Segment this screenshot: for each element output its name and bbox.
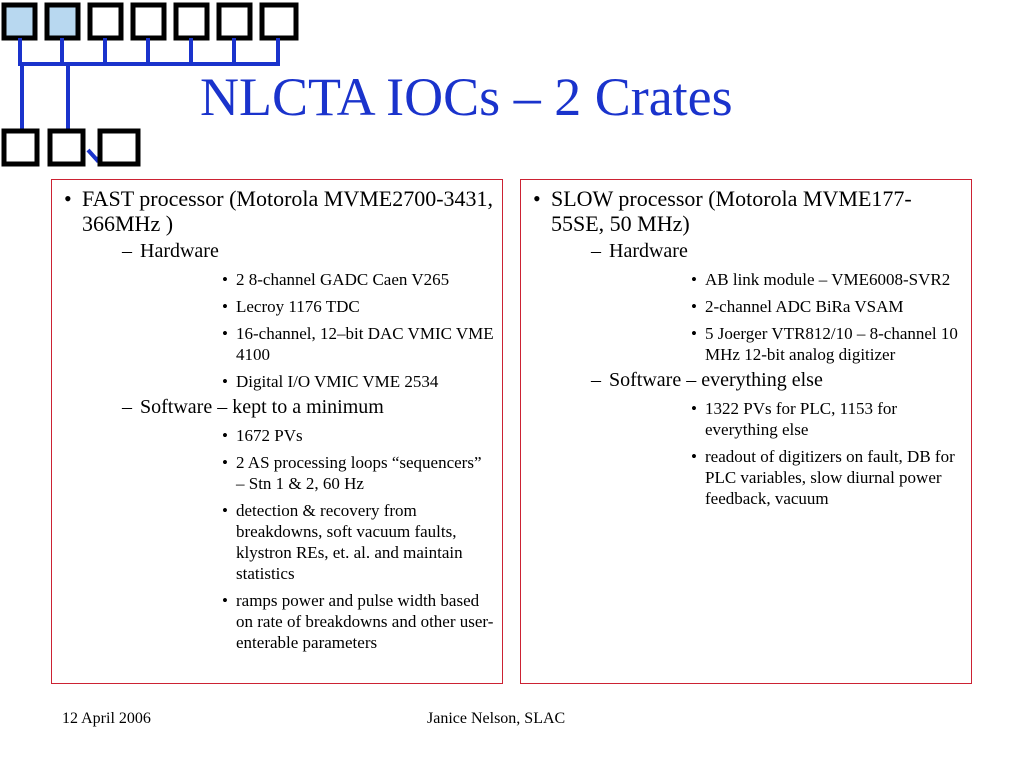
list-item: • AB link module – VME6008-SVR2 [609, 269, 963, 290]
list-item: • ramps power and pulse width based on rate of breakdowns and other user-enterable parameters [140, 590, 494, 653]
slow-processor-panel [520, 179, 972, 684]
fast-hardware-heading: – Hardware • 2 8-channel GADC Caen V265 • Lecroy 1176 TDC • 16-channel, 12–bit DAC VMIC VME 4100 • Digital I/O VMIC VME 2534 [82, 240, 494, 392]
slow-software-heading: – Software – everything else • 1322 PVs for PLC, 1153 for everything else • readout of digitizers on fault, DB for PLC variables, slow diurnal power feedback, vacuum [551, 369, 963, 509]
list-item: • detection & recovery from breakdowns, soft vacuum faults, klystron REs, et. al. and maintain statistics [140, 500, 494, 584]
footer-date: 12 April 2006 [62, 710, 151, 727]
list-item: • Digital I/O VMIC VME 2534 [140, 371, 494, 392]
fast-software-heading: – Software – kept to a minimum • 1672 PVs • 2 AS processing loops “sequencers” – Stn 1 & 2, 60 Hz • detection & recovery from breakdowns, soft vacuum faults, klystron REs, et. al. and maintain statistics • ramps power and pulse width based on rate of breakdowns and other user-enterable parameters [82, 396, 494, 653]
list-item: • Lecroy 1176 TDC [140, 296, 494, 317]
list-item: • 2 AS processing loops “sequencers” – Stn 1 & 2, 60 Hz [140, 452, 494, 494]
fast-processor-item: • FAST processor (Motorola MVME2700-3431, 366MHz ) – Hardware • 2 8-channel GADC Caen V265 • Lecroy 1176 TDC • 16-channel, 12–bit DAC VMIC VME 4100 • Digital I/O VMIC VME 2534 – Software – kept to a minimum • 1672 PVs • 2 AS processing loops “sequencers” – Stn 1 & 2, 60 Hz • detection & recovery from breakdowns, soft vacuum faults, klystron REs, et. al. and maintain statistics • ramps power and pulse width based on rate of breakdowns and other user-enterable parameters [62, 186, 494, 653]
list-item: • 16-channel, 12–bit DAC VMIC VME 4100 [140, 323, 494, 365]
slow-processor-item: • SLOW processor (Motorola MVME177-55SE, 50 MHz) – Hardware • AB link module – VME6008-SVR2 • 2-channel ADC BiRa VSAM • 5 Joerger VTR812/10 – 8-channel 10 MHz 12-bit analog digitizer – Software – everything else • 1322 PVs for PLC, 1153 for everything else • readout of digitizers on fault, DB for PLC variables, slow diurnal power feedback, vacuum [531, 186, 963, 509]
fast-processor-panel [51, 179, 503, 684]
list-item: • readout of digitizers on fault, DB for PLC variables, slow diurnal power feedback, vacuum [609, 446, 963, 509]
list-item: • 1672 PVs [140, 425, 494, 446]
footer-author: Janice Nelson, SLAC [427, 710, 566, 727]
slow-hardware-heading: – Hardware • AB link module – VME6008-SVR2 • 2-channel ADC BiRa VSAM • 5 Joerger VTR812/10 – 8-channel 10 MHz 12-bit analog digitizer [551, 240, 963, 365]
slide-title: NLCTA IOCs – 2 Crates [200, 67, 733, 127]
list-item: • 1322 PVs for PLC, 1153 for everything else [609, 398, 963, 440]
list-item: • 2 8-channel GADC Caen V265 [140, 269, 494, 290]
list-item: • 5 Joerger VTR812/10 – 8-channel 10 MHz 12-bit analog digitizer [609, 323, 963, 365]
list-item: • 2-channel ADC BiRa VSAM [609, 296, 963, 317]
